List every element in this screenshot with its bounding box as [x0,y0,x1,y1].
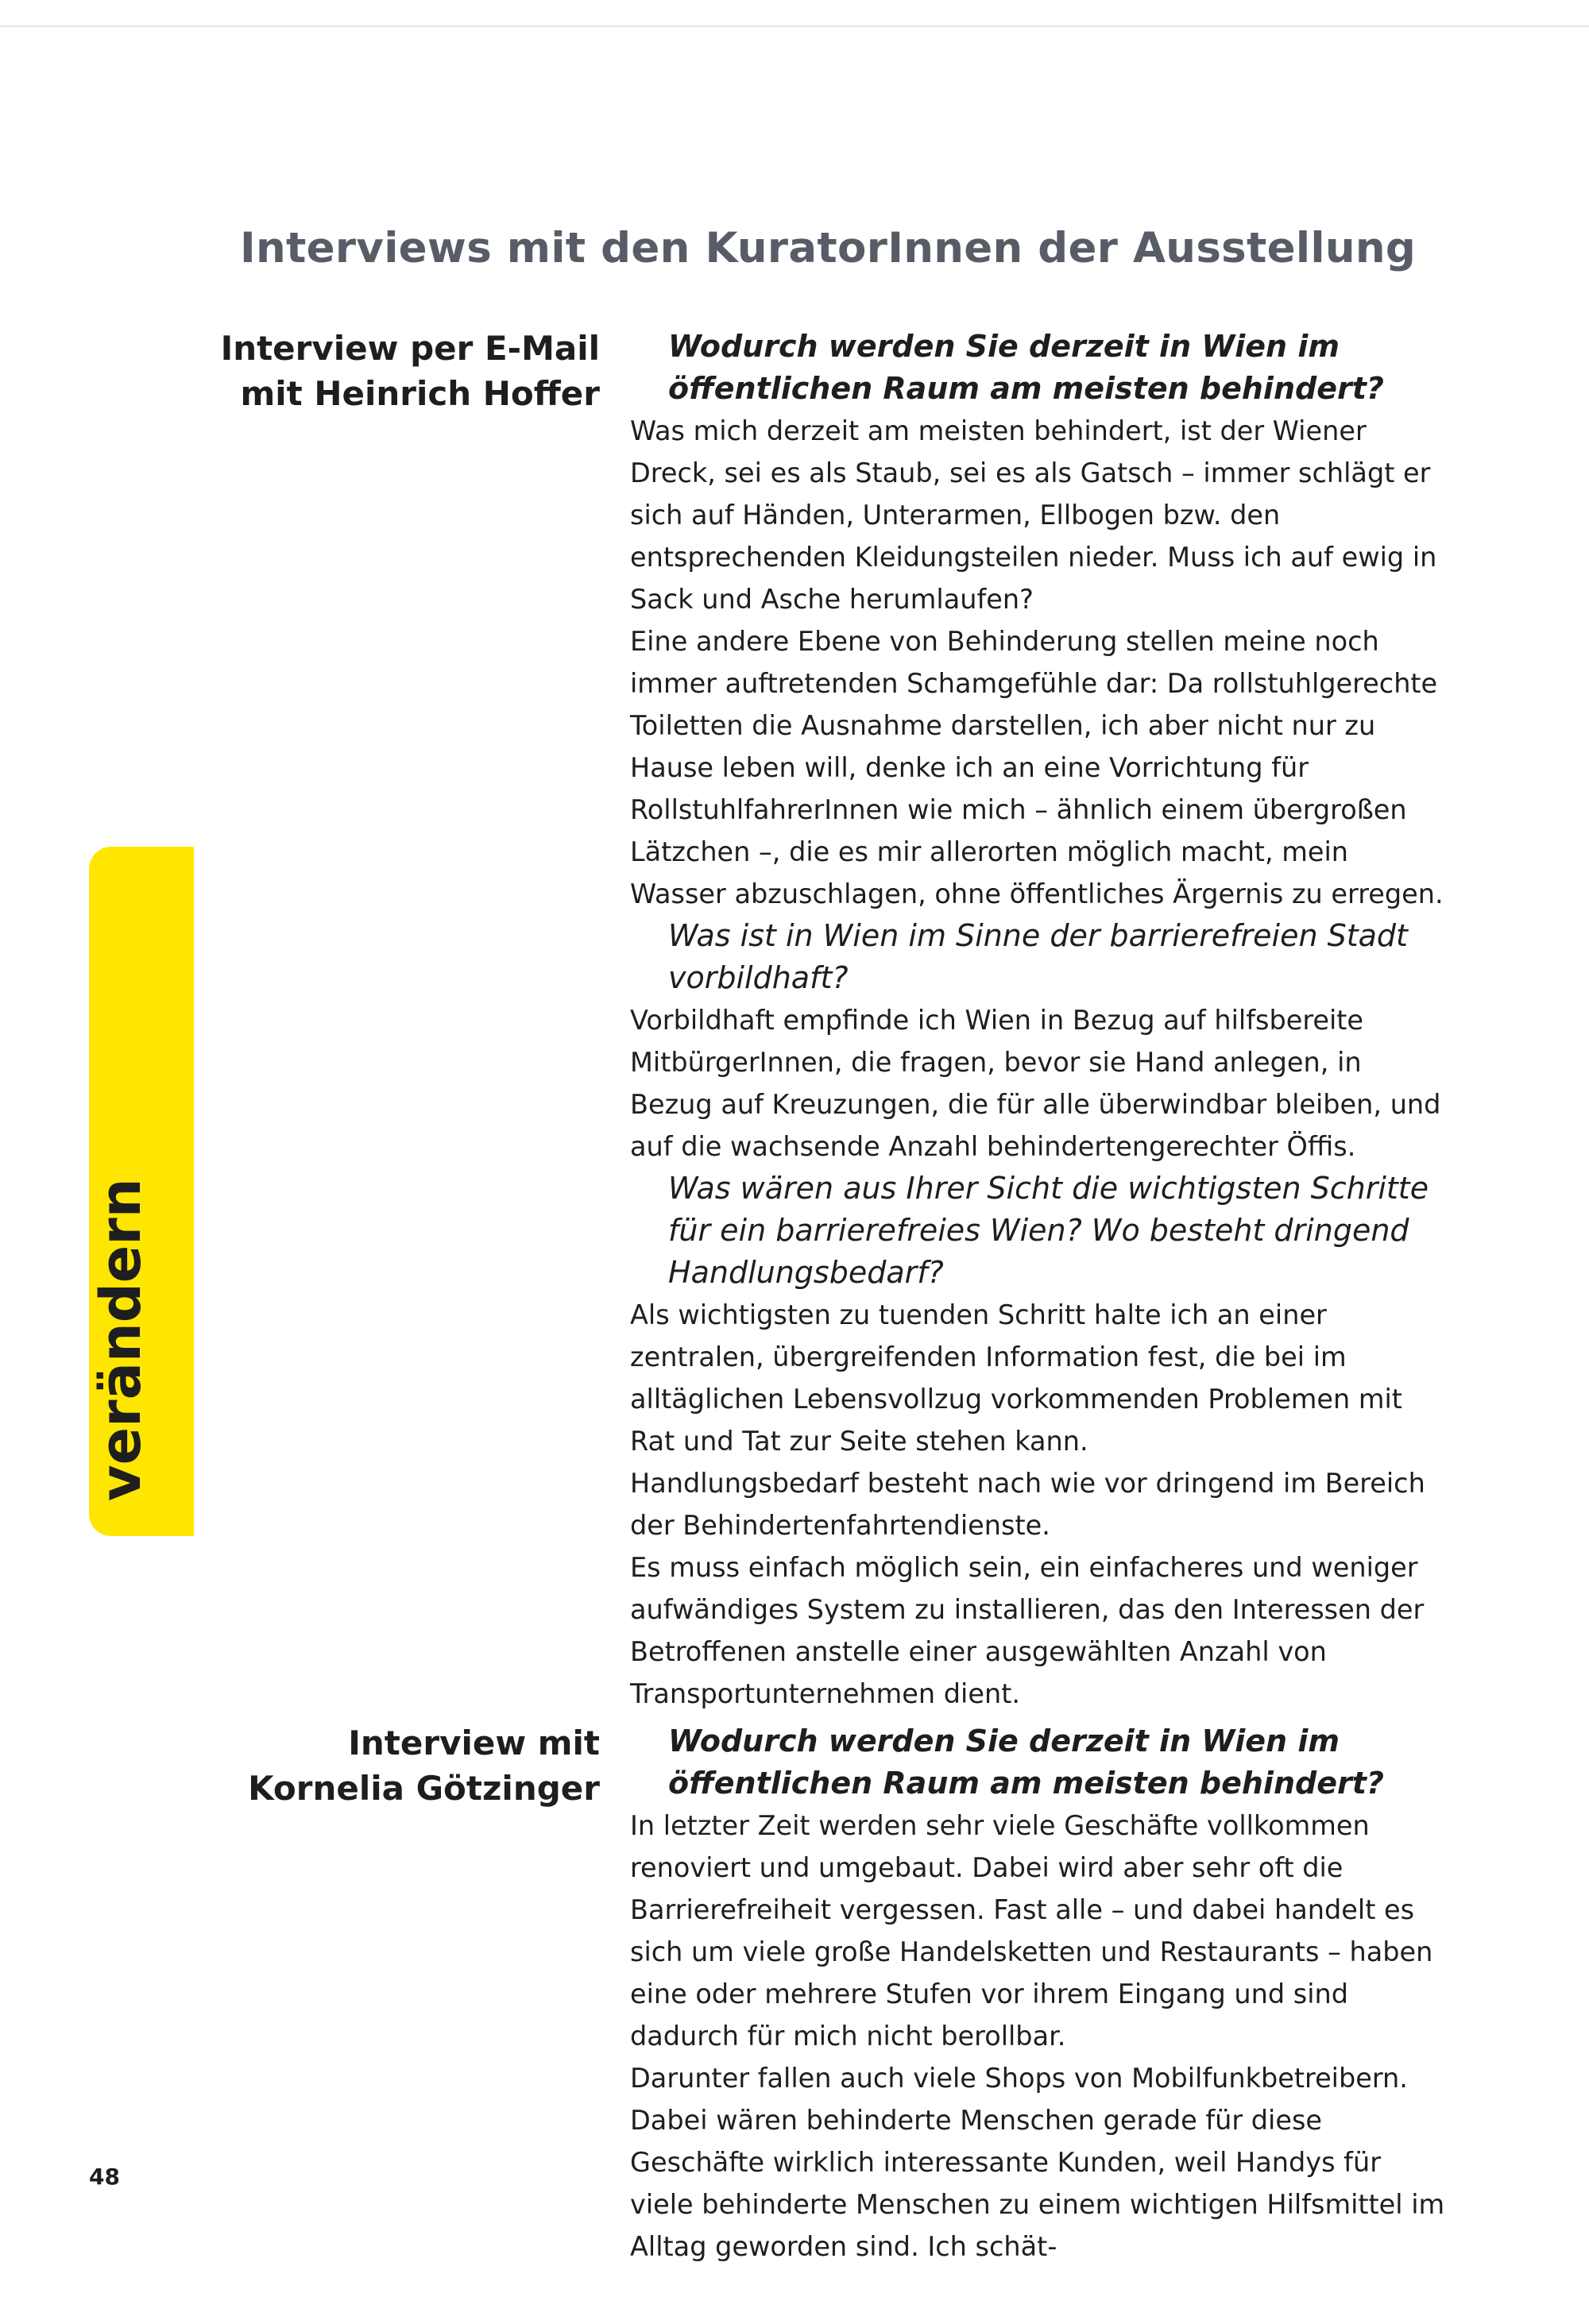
interview-1-label [221,326,600,416]
interview-1-answer-1-p1: Was mich derzeit am meisten behindert, ist der Wiener Dreck, sei es als Staub, sei es als Gatsch – immer schlägt er sich auf Händen, Unterarmen, Ellbogen bzw. den entsprechenden Kleidungsteilen nieder. Muss ich auf ewig in Sack und Asche herumlaufen? [630,415,1437,615]
interview-1-answer-3-p3: Es muss einfach möglich sein, ein einfacheres und weniger aufwändiges System zu installieren, das den Interessen der Betroffenen anstelle einer ausgewählten Anzahl von Transportunternehmen dient. [630,1552,1425,1709]
section-tab-label: verändern [88,1178,153,1501]
interview-1-question-2: Was ist in Wien im Sinne der barrierefreien Stadt vorbildhaft? [668,918,1408,995]
top-rule [0,25,1589,27]
interview-1-label-line2: mit Heinrich Hoffer [240,374,600,413]
interview-1-answer-1-p2: Eine andere Ebene von Behinderung stellen meine noch immer auftretenden Schamgefühle dar: Da rollstuhlgerechte Toiletten die Ausnahme darstellen, ich aber nicht nur zu Hause leben will, denke ich an eine Vorrichtung für RollstuhlfahrerInnen wie mich – ähnlich einem übergroßen Lätzchen –, die es mir allerorten möglich macht, mein Wasser abzuschlagen, ohne öffentliches Ärgernis zu erregen. [630,626,1444,909]
interview-1-answer-2: Vorbildhaft empfinde ich Wien in Bezug auf hilfsbereite MitbürgerInnen, die fragen, bevor sie Hand anlegen, in Bezug auf Kreuzungen, die für alle überwindbar bleiben, und auf die wachsende Anzahl behindertengerechter Öffis. [630,1005,1441,1162]
interview-2-label [248,1720,600,1811]
interview-1-answer-3-p2: Handlungsbedarf besteht nach wie vor dringend im Bereich der Behindertenfahrtendienste. [630,1468,1425,1541]
interview-2-answer-1-p1: In letzter Zeit werden sehr viele Geschäfte vollkommen renoviert und umgebaut. Dabei wird aber sehr oft die Barrierefreiheit vergessen. Fast alle – und dabei handelt es sich um viele große Handelsketten und Restaurants – haben eine oder mehrere Stufen vor ihrem Eingang und sind dadurch für mich nicht berollbar. [630,1810,1433,2052]
interview-2-answer-1-p2: Darunter fallen auch viele Shops von Mobilfunkbetreibern. Dabei wären behinderte Menschen gerade für diese Geschäfte wirklich interessante Kunden, weil Handys für viele behinderte Menschen zu einem wichtigen Hilfsmittel im Alltag geworden sind. Ich schät- [630,2063,1445,2262]
interview-1-question-3: Was wären aus Ihrer Sicht die wichtigsten Schritte für ein barrierefreies Wien? Wo besteht dringend Handlungsbedarf? [668,1171,1429,1290]
interview-2-question-1: Wodurch werden Sie derzeit in Wien im öffentlichen Raum am meisten behindert? [668,1724,1384,1801]
page-title: Interviews mit den KuratorInnen der Ausstellung [240,224,1417,272]
interview-2-body [630,1720,1448,2268]
interview-1-body [630,326,1448,1715]
interview-2-label-line2: Kornelia Götzinger [248,1769,600,1808]
interview-1-label-line1: Interview per E-Mail [220,329,600,368]
page-number: 48 [89,2164,120,2190]
interview-1-question-1: Wodurch werden Sie derzeit in Wien im öffentlichen Raum am meisten behindert? [668,329,1384,406]
interview-1-answer-3-p1: Als wichtigsten zu tuenden Schritt halte ich an einer zentralen, übergreifenden Information fest, die bei im alltäglichen Lebensvollzug vorkommenden Problemen mit Rat und Tat zur Seite stehen kann. [630,1299,1402,1457]
interview-2-label-line1: Interview mit [348,1724,600,1762]
